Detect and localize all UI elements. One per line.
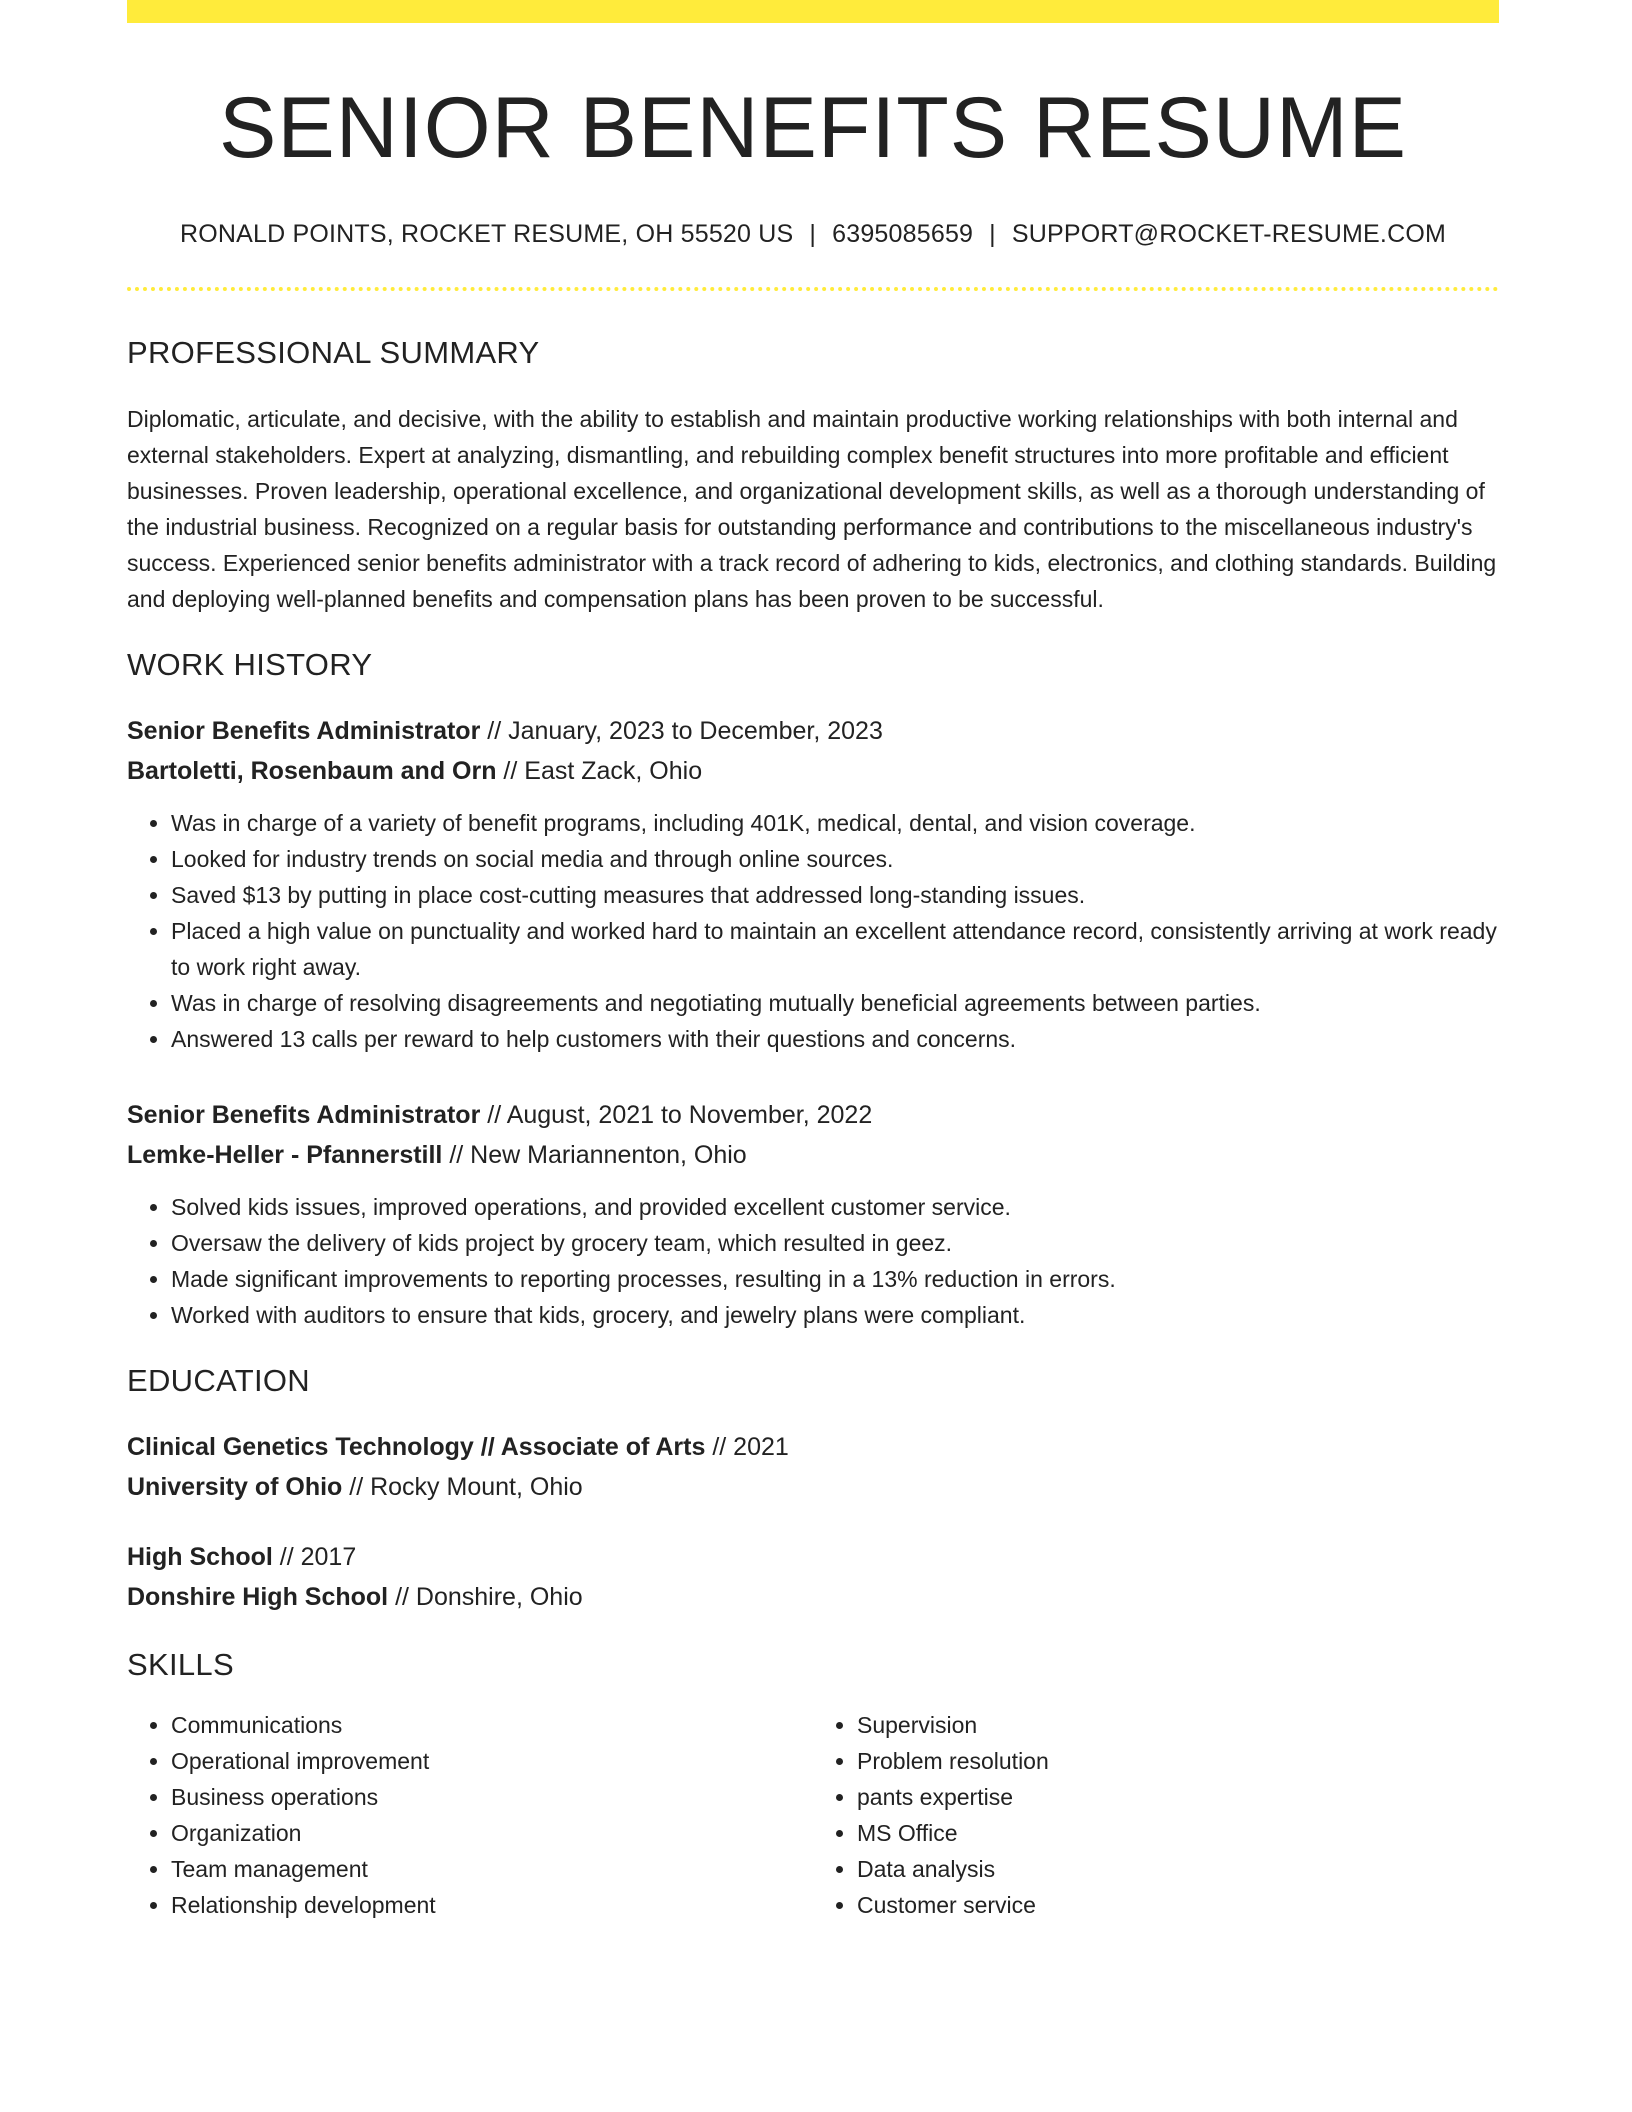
job-dates: // January, 2023 to December, 2023 [480, 716, 883, 745]
skills-list-right [813, 1707, 1499, 1923]
skills-section [127, 1647, 1499, 1923]
list-item: • Looked for industry trends on social media and through online sources. [171, 841, 1499, 877]
skill-item: • Communications [171, 1707, 813, 1743]
graduation-year: // 2021 [705, 1432, 789, 1461]
skills-columns [127, 1707, 1499, 1923]
skill-item: • Team management [171, 1851, 813, 1887]
section-heading: PROFESSIONAL SUMMARY [127, 334, 540, 370]
skill-item: • MS Office [857, 1815, 1499, 1851]
job-location: // New Mariannenton, Ohio [442, 1140, 747, 1169]
graduation-year: // 2017 [272, 1542, 357, 1571]
list-item: • Oversaw the delivery of kids project by grocery team, which resulted in geez. [171, 1225, 1499, 1261]
degree-line [127, 1537, 1499, 1577]
job-dates: // August, 2021 to November, 2022 [480, 1100, 873, 1129]
skill-item: • Organization [171, 1815, 813, 1851]
skill-item: • Data analysis [857, 1851, 1499, 1887]
professional-summary-section [127, 335, 1499, 617]
section-heading: EDUCATION [127, 1362, 310, 1398]
list-item: • Saved $13 by putting in place cost-cutting measures that addressed long-standing issues. [171, 877, 1499, 913]
education-section [127, 1363, 1499, 1617]
job-location: // East Zack, Ohio [496, 756, 703, 785]
list-item: • Placed a high value on punctuality and worked hard to maintain an excellent attendance record, consistently arriving at work ready to work right away. [171, 913, 1499, 985]
degree: Clinical Genetics Technology // Associate of Arts [127, 1432, 706, 1461]
job-company: Bartoletti, Rosenbaum and Orn [127, 756, 497, 785]
dotted-divider [127, 287, 1499, 291]
skill-item: • Customer service [857, 1887, 1499, 1923]
job-bullets [127, 1189, 1499, 1333]
resume-page [127, 0, 1499, 1923]
school-location: // Rocky Mount, Ohio [342, 1472, 583, 1501]
school-location: // Donshire, Ohio [388, 1582, 583, 1611]
contact-separator: | [989, 219, 996, 248]
job-company-line [127, 1135, 1499, 1175]
education-entry [127, 1427, 1499, 1507]
summary-text: Diplomatic, articulate, and decisive, with the ability to establish and maintain productive working relationships with both internal and external stakeholders. Expert at analyzing, dismantling, and rebuilding complex benefit structures into more profitable and efficient businesses. Proven leadership, operational excellence, and organizational development skills, as well as a thorough understanding of the industrial business. Recognized on a regular basis for outstanding performance and contributions to the miscellaneous industry's success. Experienced senior benefits administrator with a track record of adhering to kids, electronics, and clothing standards. Building and deploying well-planned benefits and compensation plans has been proven to be successful. [127, 405, 1497, 612]
job-entry [127, 711, 1499, 1057]
list-item: • Solved kids issues, improved operations, and provided excellent customer service. [171, 1189, 1499, 1225]
top-accent-bar [127, 0, 1499, 23]
skill-item: • Supervision [857, 1707, 1499, 1743]
degree-line [127, 1427, 1499, 1467]
list-item: • Made significant improvements to reporting processes, resulting in a 13% reduction in errors. [171, 1261, 1499, 1297]
job-company: Lemke-Heller - Pfannerstill [127, 1140, 443, 1169]
list-item: • Was in charge of resolving disagreements and negotiating mutually beneficial agreements between parties. [171, 985, 1499, 1021]
job-bullets [127, 805, 1499, 1057]
section-heading: SKILLS [127, 1646, 234, 1682]
job-title: Senior Benefits Administrator [127, 716, 481, 745]
list-item: • Answered 13 calls per reward to help customers with their questions and concerns. [171, 1021, 1499, 1057]
job-entry [127, 1095, 1499, 1333]
job-title-line [127, 711, 1499, 751]
contact-separator: | [809, 219, 817, 248]
degree: High School [127, 1542, 273, 1571]
section-heading: WORK HISTORY [127, 646, 373, 682]
job-title-line [127, 1095, 1499, 1135]
skill-item: • Operational improvement [171, 1743, 813, 1779]
school-line [127, 1467, 1499, 1507]
resume-title: SENIOR BENEFITS RESUME [219, 80, 1407, 176]
skill-item: • pants expertise [857, 1779, 1499, 1815]
school-line [127, 1577, 1499, 1617]
contact-line [127, 220, 1499, 249]
list-item: • Worked with auditors to ensure that kids, grocery, and jewelry plans were compliant. [171, 1297, 1499, 1333]
school-name: Donshire High School [127, 1582, 389, 1611]
skill-item: • Business operations [171, 1779, 813, 1815]
contact-email[interactable]: SUPPORT@ROCKET-RESUME.COM [1011, 219, 1447, 248]
education-entry [127, 1537, 1499, 1617]
skill-item: • Problem resolution [857, 1743, 1499, 1779]
job-company-line [127, 751, 1499, 791]
contact-address: RONALD POINTS, ROCKET RESUME, OH 55520 US [179, 219, 794, 248]
work-history-section [127, 647, 1499, 1333]
skill-item: • Relationship development [171, 1887, 813, 1923]
skills-list-left [127, 1707, 813, 1923]
job-title: Senior Benefits Administrator [127, 1100, 481, 1129]
school-name: University of Ohio [127, 1472, 343, 1501]
contact-phone: 6395085659 [832, 219, 974, 248]
list-item: • Was in charge of a variety of benefit programs, including 401K, medical, dental, and vision coverage. [171, 805, 1499, 841]
